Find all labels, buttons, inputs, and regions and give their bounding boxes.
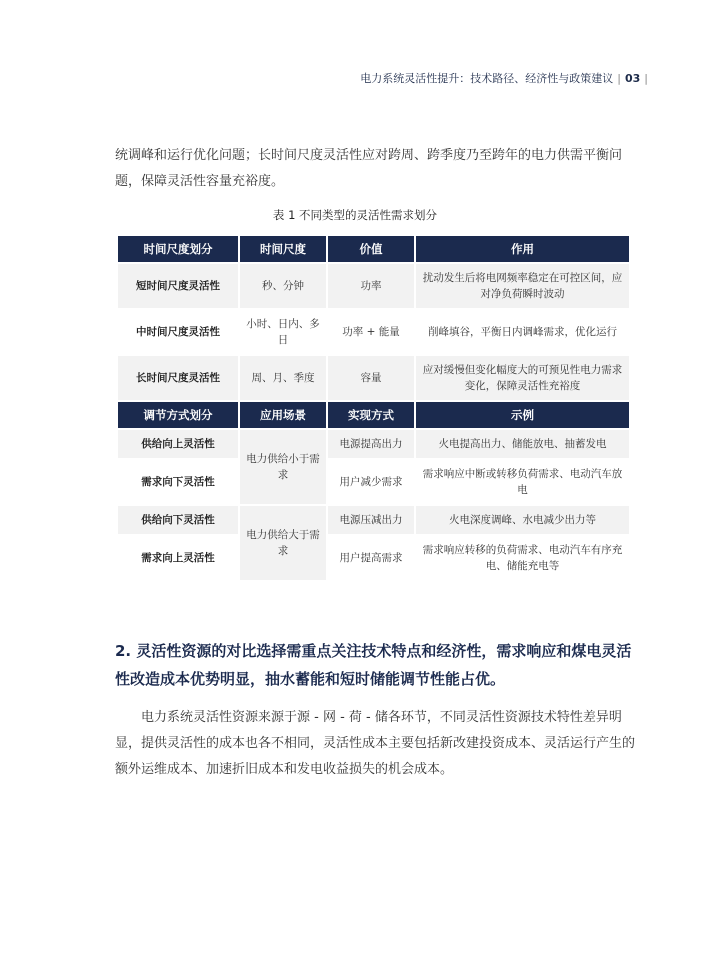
table-header-cell: 示例 [416,402,629,428]
table-header-cell: 价值 [328,236,414,262]
table-cell: 中时间尺度灵活性 [118,310,238,354]
table-header-cell: 时间尺度 [240,236,326,262]
table-row [118,506,629,534]
table-cell: 电源压减出力 [328,506,414,534]
intro-paragraph: 统调峰和运行优化问题；长时间尺度灵活性应对跨周、跨季度乃至跨年的电力供需平衡问题，保障灵活性容量充裕度。 [115,148,623,189]
body-paragraph: 电力系统灵活性资源来源于源 - 网 - 荷 - 储各环节，不同灵活性资源技术特性差异明显，提供灵活性的成本也各不相同，灵活性成本主要包括新改建投资成本、灵活运行产生的额外运维成本、加速折旧成本和发电收益损失的机会成本。 [115,710,636,777]
table-cell: 用户减少需求 [328,460,414,504]
table-header-cell: 实现方式 [328,402,414,428]
header-title: 电力系统灵活性提升：技术路径、经济性与政策建议 [360,72,614,85]
flexibility-demand-table [116,234,631,582]
section-heading: 2. 灵活性资源的对比选择需重点关注技术特点和经济性，需求响应和煤电灵活性改造成本优势明显，抽水蓄能和短时储能调节性能占优。 [115,642,632,688]
header-separator-end: | [644,72,648,85]
table-cell: 扰动发生后将电网频率稳定在可控区间，应对净负荷瞬时波动 [416,264,629,308]
table-cell: 短时间尺度灵活性 [118,264,238,308]
running-header [360,70,652,86]
table-cell: 秒、分钟 [240,264,326,308]
table-cell: 火电提高出力、储能放电、抽蓄发电 [416,430,629,458]
table-cell: 功率 [328,264,414,308]
table-row [118,460,629,504]
table-cell: 需求向上灵活性 [118,536,238,580]
table-cell: 削峰填谷，平衡日内调峰需求，优化运行 [416,310,629,354]
table-row [118,430,629,458]
table-cell: 用户提高需求 [328,536,414,580]
table-header-row [118,402,629,428]
table-cell: 火电深度调峰、水电减少出力等 [416,506,629,534]
table-row [118,264,629,308]
table-cell: 容量 [328,356,414,400]
table-cell: 周、月、季度 [240,356,326,400]
table-header-row [118,236,629,262]
table-header-cell: 调节方式划分 [118,402,238,428]
table-cell: 长时间尺度灵活性 [118,356,238,400]
table-cell-merged: 电力供给大于需求 [240,506,326,580]
table-row [118,536,629,580]
table-header-cell: 时间尺度划分 [118,236,238,262]
header-separator: | [617,72,621,85]
table-row [118,310,629,354]
table-header-cell: 作用 [416,236,629,262]
table-caption: 表 1 不同类型的灵活性需求划分 [272,208,438,222]
table-cell: 需求响应中断或转移负荷需求、电动汽车放电 [416,460,629,504]
table-cell: 功率 + 能量 [328,310,414,354]
table-cell: 电源提高出力 [328,430,414,458]
table-row [118,356,629,400]
table-cell: 需求响应转移的负荷需求、电动汽车有序充电、储能充电等 [416,536,629,580]
table-cell: 供给向上灵活性 [118,430,238,458]
table-header-cell: 应用场景 [240,402,326,428]
table-cell-merged: 电力供给小于需求 [240,430,326,504]
table-cell: 小时、日内、多日 [240,310,326,354]
page-number: 03 [624,72,641,85]
table-cell: 需求向下灵活性 [118,460,238,504]
table-cell: 应对缓慢但变化幅度大的可预见性电力需求变化，保障灵活性充裕度 [416,356,629,400]
table-cell: 供给向下灵活性 [118,506,238,534]
